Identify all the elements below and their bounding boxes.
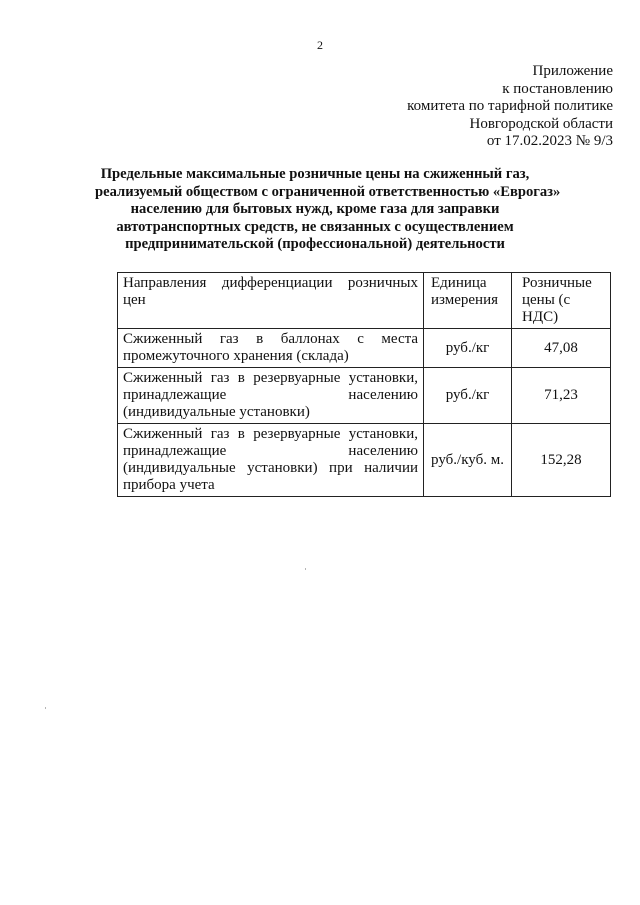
row-price: 152,28 xyxy=(512,424,611,497)
title-line: автотранспортных средств, не связанных с осуществлением xyxy=(116,218,514,235)
description-line: принадлежащие населению xyxy=(123,387,418,403)
page-number: 2 xyxy=(317,38,323,52)
row-description xyxy=(118,368,424,424)
table-row xyxy=(118,329,611,368)
header-direction xyxy=(118,273,424,329)
header-direction-line: цен xyxy=(123,292,146,308)
row-price: 47,08 xyxy=(512,329,611,368)
row-description xyxy=(118,329,424,368)
title-line: реализуемый обществом с ограниченной ответственностью «Еврогаз» xyxy=(95,183,561,200)
description-line: Сжиженный газ в резервуарные установки, xyxy=(123,370,418,386)
header-unit xyxy=(424,273,512,329)
row-price: 71,23 xyxy=(512,368,611,424)
appendix-block xyxy=(407,63,613,151)
appendix-line: Приложение xyxy=(532,63,613,79)
header-unit-line: измерения xyxy=(431,292,499,308)
title-line: предпринимательской (профессиональной) деятельности xyxy=(125,236,505,252)
description-line: Сжиженный газ в баллонах с места xyxy=(123,331,418,347)
description-line: (индивидуальные установки) xyxy=(123,404,310,420)
document-title xyxy=(95,166,561,254)
title-line: населению для бытовых нужд, кроме газа для заправки xyxy=(130,201,500,217)
table-row xyxy=(118,368,611,424)
header-direction-line: Направления дифференциации розничных xyxy=(123,275,418,291)
price-table xyxy=(117,272,611,497)
row-unit: руб./кг xyxy=(424,329,512,368)
appendix-line: от 17.02.2023 № 9/3 xyxy=(486,133,613,149)
header-price xyxy=(512,273,611,329)
description-line: прибора учета xyxy=(123,477,215,493)
header-price-line: цены (с НДС) xyxy=(522,292,571,325)
row-description xyxy=(118,424,424,497)
scan-speck xyxy=(305,568,306,570)
title-line: Предельные максимальные розничные цены на сжиженный газ, xyxy=(100,166,530,182)
appendix-line: к постановлению xyxy=(502,80,613,97)
table-row xyxy=(118,424,611,497)
row-unit: руб./кг xyxy=(424,368,512,424)
description-line: промежуточного хранения (склада) xyxy=(123,348,349,364)
appendix-line: Новгородской области xyxy=(469,115,613,132)
header-unit-line: Единица xyxy=(431,275,487,291)
description-line: (индивидуальные установки) при наличии xyxy=(123,460,418,476)
appendix-line: комитета по тарифной политике xyxy=(407,98,613,114)
description-line: Сжиженный газ в резервуарные установки, xyxy=(123,426,418,442)
row-unit: руб./куб. м. xyxy=(424,424,512,497)
scan-speck xyxy=(45,707,46,709)
header-price-line: Розничные xyxy=(522,275,592,291)
description-line: принадлежащие населению xyxy=(123,443,418,459)
table-header-row xyxy=(118,273,611,329)
